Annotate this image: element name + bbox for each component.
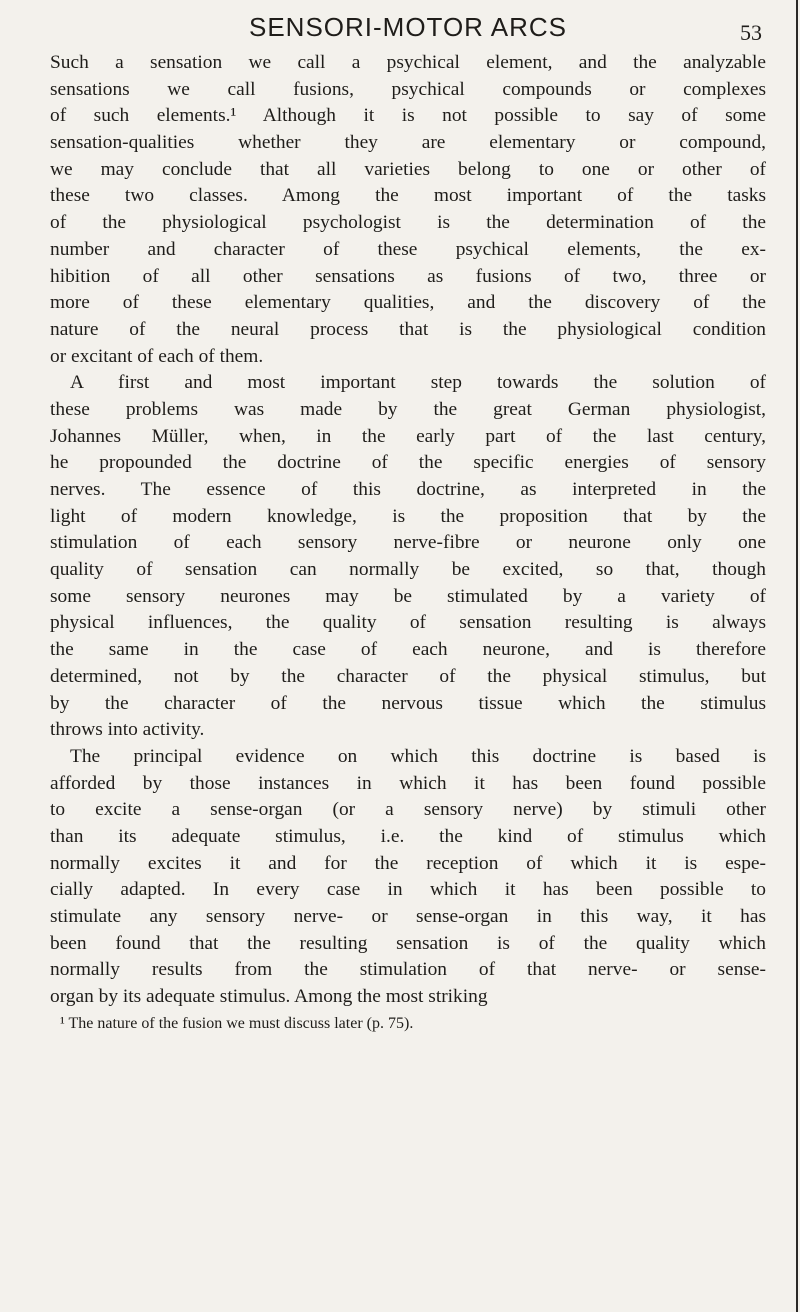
text-line: number and character of these psychical elements, the ex-: [50, 238, 766, 260]
body-text: [50, 50, 766, 1011]
text-line: throws into activity.: [50, 719, 205, 741]
text-line: nerves. The essence of this doctrine, as interpreted in the: [50, 479, 766, 500]
text-line: afforded by those instances in which it has been found possible: [50, 772, 766, 794]
text-line: determined, not by the character of the physical stimulus, but: [50, 665, 766, 687]
text-line: than its adequate stimulus, i.e. the kind of stimulus which: [50, 825, 766, 847]
text-line: these two classes. Among the most important of the tasks: [50, 185, 766, 207]
text-line: sensations we call fusions, psychical compounds or complexes: [50, 78, 766, 100]
text-line: Johannes Müller, when, in the early part of the last century,: [50, 425, 766, 447]
text-line: been found that the resulting sensation is of the quality which: [50, 932, 766, 954]
paragraph: [50, 744, 766, 1011]
text-line: hibition of all other sensations as fusions of two, three or: [50, 265, 766, 287]
paragraph: [50, 370, 766, 744]
text-line: stimulation of each sensory nerve-fibre or neurone only one: [50, 532, 766, 554]
text-line: he propounded the doctrine of the specific energies of sensory: [50, 452, 766, 474]
running-head: SENSORI-MOTOR ARCS: [248, 12, 567, 42]
text-line: sensation-qualities whether they are elementary or compound,: [50, 132, 766, 154]
paragraph: [50, 50, 766, 370]
text-line: Such a sensation we call a psychical element, and the analyzable: [50, 52, 766, 73]
text-line: or excitant of each of them.: [50, 345, 264, 367]
text-line: nature of the neural process that is the physiological condition: [50, 318, 766, 340]
text-line: some sensory neurones may be stimulated by a variety of: [50, 585, 766, 607]
text-line: to excite a sense-organ (or a sensory nerve) by stimuli other: [50, 799, 766, 821]
text-line: normally results from the stimulation of that nerve- or sense-: [50, 959, 766, 981]
text-line: the same in the case of each neurone, and is therefore: [50, 639, 766, 661]
text-line: The principal evidence on which this doctrine is based is: [70, 745, 766, 767]
text-line: cially adapted. In every case in which it has been possible to: [50, 879, 766, 901]
page-header: [50, 0, 766, 50]
page-edge-line: [796, 0, 798, 1312]
book-page: [50, 0, 766, 1035]
text-line: of the physiological psychologist is the determination of the: [50, 212, 766, 234]
text-line: physical influences, the quality of sensation resulting is always: [50, 612, 766, 634]
text-line: of such elements.¹ Although it is not possible to say of some: [50, 105, 766, 127]
text-line: by the character of the nervous tissue which the stimulus: [50, 692, 766, 714]
text-line: normally excites it and for the reception of which it is espe-: [50, 852, 766, 874]
text-line: these problems was made by the great German physiologist,: [50, 398, 766, 420]
text-line: light of modern knowledge, is the proposition that by the: [50, 505, 766, 527]
text-line: we may conclude that all varieties belong to one or other of: [50, 158, 766, 180]
text-line: more of these elementary qualities, and the discovery of the: [50, 292, 766, 314]
page-number: 53: [740, 20, 762, 45]
text-line: organ by its adequate stimulus. Among the most striking: [50, 986, 488, 1008]
footnote: ¹ The nature of the fusion we must discuss later (p. 75).: [60, 1014, 414, 1032]
text-line: quality of sensation can normally be excited, so that, though: [50, 559, 766, 581]
text-line: A first and most important step towards the solution of: [70, 372, 766, 394]
text-line: stimulate any sensory nerve- or sense-organ in this way, it has: [50, 906, 766, 927]
